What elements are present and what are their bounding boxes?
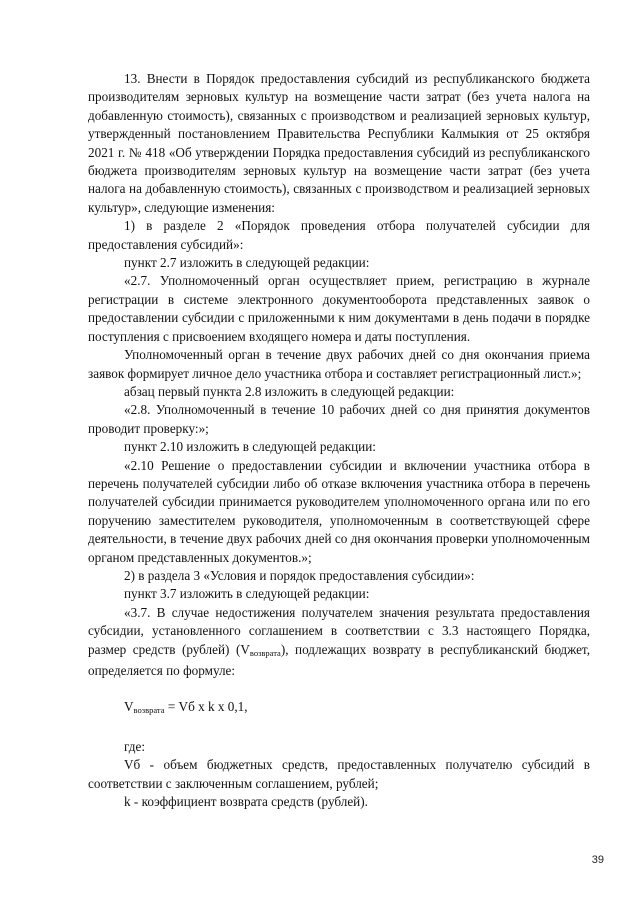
page-number: 39 [591, 854, 604, 866]
paragraph-point-2-8-intro: абзац первый пункта 2.8 изложить в следующей редакции: [124, 383, 455, 399]
definition-k: k - коэффициент возврата средств (рублей). [124, 794, 368, 810]
paragraph-point-2-10-text: «2.10 Решение о предоставлении субсидии и включении участника отбора в перечень получателей субсидии либо об отказе включения участника отбора в перечень получателей субсидии принимается руководителем уполномоченного органа или по его поручению заместителем руководителя, уполномоченным в соответствующей сфере деятельности, в течение двух рабочих дней со дня окончания проверки уполномоченным органом представленных документов.»; [88, 457, 590, 565]
paragraph-section-3-change: 2) в раздела 3 «Условия и порядок предоставления субсидии»: [124, 567, 475, 583]
where-label: где: [124, 738, 145, 754]
v-return-subscript: возврата [249, 647, 281, 658]
paragraph-point-2-8-text: «2.8. Уполномоченный в течение 10 рабочих дней со дня принятия документов проводит проверку:»; [88, 402, 590, 436]
document-body [88, 70, 590, 811]
paragraph-point-3-7-intro: пункт 3.7 изложить в следующей редакции: [124, 586, 370, 602]
formula-v-subscript: возврата [133, 705, 165, 716]
formula-v-symbol: V [124, 699, 134, 715]
point-3-7-text-end: ), подлежащих возврату в республиканский бюджет, определяется по формуле: [88, 641, 590, 678]
paragraph-point-2-10-intro: пункт 2.10 изложить в следующей редакции: [124, 439, 376, 455]
paragraph-point-3-7-text [88, 604, 590, 681]
paragraph-section-2-change: 1) в разделе 2 «Порядок проведения отбора получателей субсидии для предоставления субсидий»: [88, 218, 590, 252]
paragraph-point-2-7-intro: пункт 2.7 изложить в следующей редакции: [124, 255, 370, 271]
paragraph-point-2-7-text: «2.7. Уполномоченный орган осуществляет прием, регистрацию в журнале регистрации в системе электронного документооборота представленных заявок о предоставлении субсидии с приложенными к ним документами в день подачи в порядке поступления с присвоением входящего номера и даты поступления. [88, 273, 590, 344]
point-3-7-text-start: «3.7. В случае недостижения получателем значения результата предоставления субсидии, установленного соглашением в соответствии с 3.3 настоящего Порядка, размер средств (рублей) (V [88, 604, 590, 657]
definition-vb: Vб - объем бюджетных средств, предоставленных получателю субсидий в соответствии с заключенным соглашением, рублей; [88, 757, 590, 791]
paragraph-point-2-7-text-2: Уполномоченный орган в течение двух рабочих дней со дня окончания приема заявок формирует личное дело участника отбора и составляет регистрационный лист.»; [88, 347, 590, 381]
formula-expression: = Vб x k x 0,1, [164, 699, 248, 715]
return-formula [88, 698, 590, 719]
paragraph-item-13: 13. Внести в Порядок предоставления субсидий из республиканского бюджета производителям зерновых культур на возмещение части затрат (без учета налога на добавленную стоимость), связанных с производством и реализацией зерновых культур, утвержденный постановлением Правительства Республики Калмыкия от 25 октября 2021 г. № 418 «Об утверждении Порядка предоставления субсидий из республиканского бюджета производителям зерновых культур на возмещение части затрат (без учета налога на добавленную стоимость), связанных с производством и реализацией зерновых культур», следующие изменения: [88, 71, 590, 215]
